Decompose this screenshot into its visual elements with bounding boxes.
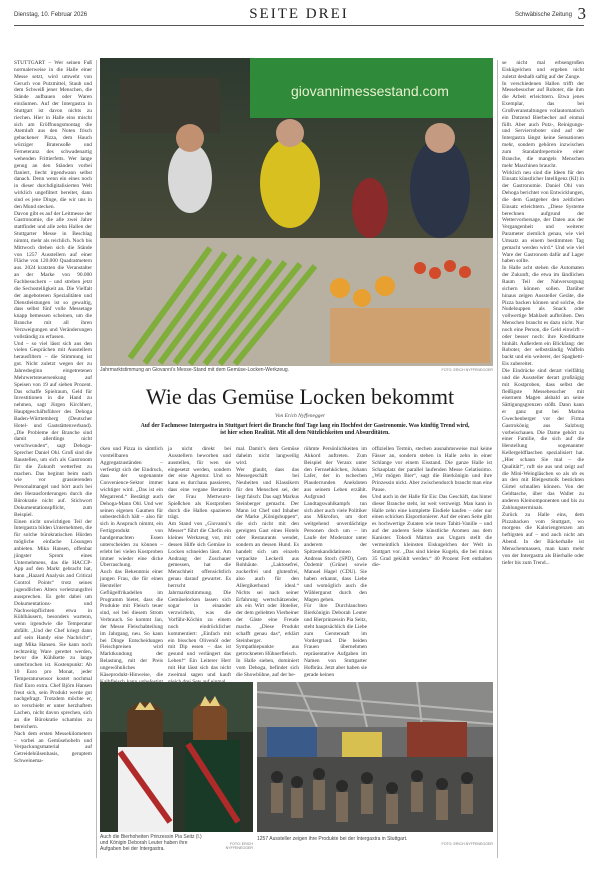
bottom-right-photo <box>257 682 493 832</box>
bottom-right-caption: 1257 Aussteller zeigen ihre Produkte bei der Intergastra in Stuttgart. <box>257 836 408 842</box>
header-rule <box>14 25 584 26</box>
article-lead: Auf der Fachmesse Intergastra in Stuttgart feiert die Branche fünf Tage lang ein Hochfest der Gastronomie. Was künftig Trend wird, ist hier schon Realität. Mit all dem Nützlichkeiten und Absurditäten. <box>140 423 470 436</box>
column-text: mal. Damit’s dem Gemüse daheim nicht langweilig wird. Wer glaubt, dass das Messegeschäft bei Neuheiten und Klassikern für den Menschen sei, der liegt falsch: Das sagt Markus Steinberger gemacht. Der Mann ist Chef und Inhaber der Marke „Königshuppen“, die sich nicht mit den gereigten Gast eines Hotels oder Restaurants wendet, sondern an dessen Hund. Es handelt sich um einzeln verpackte Leckerli aus Rohhäute. „Laktosefrei, zuckerfrei und glutenfrei, also auch für den Allergikerhund ideal.“ Nichts sei nach seiner Erfahrung wertschätzender, als ein Wirt oder Hotelier, der dem geliebten Vierbeiner der Gäste eine Freude mache. „Diese Produkt schafft genau das“, erklärt Steinberger. Sympathiepunkte aus getrockneten Hühnerfleisch. In Halle sieben, dominiert vom Dehoga, befindet sich die Showbühne, auf der be- <box>236 446 299 678</box>
section-title: SEITE DREI <box>249 6 349 22</box>
bottom-left-photo <box>100 682 253 832</box>
page-number: 3 <box>577 4 586 23</box>
banner-text: giovannimessestand.com <box>291 83 449 99</box>
issue-date: Dienstag, 10. Februar 2026 <box>14 12 88 18</box>
article-column-5 <box>304 446 367 678</box>
top-photo-credit: FOTO: ERICH NYFFENEGGER <box>441 368 493 372</box>
article-column-2 <box>100 446 163 678</box>
column-text: rühmte Persönlichkeiten im Akkord auftreten. Zum Beispiel der Veranx unter den Fernsehköchen, Johann Lafer, der in tschechen Plauderrunden Anekdoten aus seinem Leben erzählt. Aufgrund des Landtagswahlkampfs tun sich aber auch viele Politiker ans Mikrofon, um dort weitgehend unverdächtige Personen doch um – im Laufe der Moderator unter anderem der Spitzenkandidatinnen Andreas Stoch (SPD), Cem Özdemir (Grüne) sowie Manuel Hagel (CDU). Sie haben erkannt, dass Liebe und womöglich auch die Wählergunst durch den Magen gehen. Für ihre Durchlauchten Bierkönigin Deborah Leuter und Bierprinzessin Pia Seitz, steht hauptsächlich die Liebe zum Gerstensaft im Vordergrund. Die beiden Frauen übernehmen repräsentative Aufgaben im Namen von Stuttgarter Hofbräu. Jetzt aber haben sie gerade keinen <box>304 446 367 678</box>
top-photo-caption: Jahrmarktstimmung an Giovanni’s Messe-Stand mit dem Gemüse-Locken-Werkzeug. <box>100 367 290 373</box>
bottom-right-credit: FOTO: ERICH NYFFENEGGER <box>441 842 493 846</box>
market-stall-image <box>100 58 493 366</box>
article-headline: Wie das Gemüse Locken bekommt <box>145 384 455 409</box>
column-divider <box>96 60 97 858</box>
column-text: STUTTGART – Wer seinen Fuß normalerweise in die Halle einer Messe setzt, wird umweht von Geruch von Putzmittel, Staub und dem Schweiß jener Menschen, die Stände aufbauen oder Waren einräumen. Auf der Intergastra in Stuttgart ist davon nichts zu riechen. Hier in Halle eins mischt sich am Eröffnungsmontag die Atemluft aus den Noten frisch gebackener Pizza, dem Hauch würziger Bratensoße und Ferneteranz des schwadenartig wehenden Frittierfetts. Wer lange genug an den Ständen vorbei flaniert, liecht irgendwann selbst danach. Denn wenn ein eines noch in dieser durchdigitalisierten Welt wirklich ungefiltert bereitet, dann sind es jene Dinge, die wir uns in den Mund stecken. Davon gibt es auf der Leitmesse der Gastronomie, die alle zwei Jahre stattfindet und alle zehn Hallen der Stuttgarter Messe in Beschlag nimmt, mehr als reichlich. Noch bis Mittwoch drehen sich die Stände von 1257 Ausstellern auf einer Fläche von 120.000 Quadratmetern aus. 2024 kratzten die Veranstalter an der Marke von 90.000 Fachbesuchern – und streben jetzt die Sechsstelligkeit an. Die Vielfalt der angebotenen Spezialitäten und Dienstleistungen ist so gewaltig, dass selbst fünf volle Messetage knapp bemessen scheinen, um die Branche mit all ihren Verzweigungen und Veränderungen vollständig zu erfassen. Und – so viel lässt sich aus den vielen Gesprächen mit Ausstellern herausfiltern – die Stimmung ist gut. Nicht zuletzt wegen der zu Jahresbeginn eingetretenen Mehrwertsteuersenkung auf Speisen von 19 auf sieben Prozent. Das schaffe Spielraum, Geld für Investitionen in die Hand zu nehmen, sagt Jürgen Kirchherr, Hauptgeschäftsführer des Dehoga Baden-Württemberg (Deutscher Hotel- und Gaststättenverband). „Die Probleme der Branche sind damit allerdings nicht verschwunden“, sagt Dehoga-Sprecher Daniel Ohl. Groß sind die Baustellen, um sich als Gastronom für die Zukunft wetterfest zu machen. Das beginnt beim nach wie vor grassierenden Personalmangel und hört auch bei den Herausforderungen durch die Bürokratie nicht auf. Stichwort Dokumentationspflicht, zum Beispiel. Einen nicht unwichtigen Teil der Intergastra bilden Unternehmen, die für solche bürokratischen Hürden mögliche einfache Lösungen anbieten. Mika Hansen, offenbar jüngster Sprom eines Unternehmens, das die HACCP-App auf den Markt gebracht hat, kann „Hazard Analysis and Critical Control Points“ trotz seines jugendlichen Alters verletzungsfrei aussprechen. Es geht dabei um Dokumentations- und Nachweispflichten etwa in Kühlhäusern, besonders wartenn, wenn irgendwie die Temperatur abfällt. „Und der Chef kriegt dann auf sein Handy eine Nachricht“, sagt Mika Hansen. Sie kann noch rechtzeitig Ware gerettet werden, bevor die Kühlkette zu lange unterbrochen ist. Kostenpunkt: Ab 10 Euro pro Monat, jeder Temperatursensor kostet nochmal fünf Euro extra. Chef Björn Hansen freut sich, sein Produkt werde gut nachgefragt. Trotzdem möchte er, so verschiebt er unter herzhaftem Lachen, nicht davon sprechen, sich an die Bürokratie schamlos zu bereichern. Nach dem ersten Messekilometern – vorbei an Gemüsehobeln und Verpackungsmaterial auf Getreidehülsenbasis, geruptem Schweinema- <box>14 60 92 765</box>
top-photo <box>100 58 493 366</box>
article-byline: Von Erich Nyffenegger <box>274 413 326 419</box>
column-text: ja nicht direkt bei Ausstellern beworben und ausstellen, für wen sie eingesetzt werden, sondern der eine Agentur. Und so kann es durchaus passieren, dass eine vegane Beraterin der Frau Mettwurst-Spießchen als Kostproben durch die Hallen spazieren trägt. Am Stand von „Giovanni’s Messer“ führt die Chefin ein kleines Werkzeug vor, mit dessen Hilfe sich Gemüse in Locken schneiden lässt. Am Andrang der Zuschauer gemessen, hat die Menschheit offensichtlich genau darauf gewartet. Es herrscht Jahrmarktstimmung. Die Gemüselocken lassen sich sogar in einander verzwirbeln, was die Vorführ-Köchin zu einem noch eindrücklicher kommentiert: „Einfach mit ein bisschen Olivenöl oder mit Dip essen – das ist gesund und verlängert das Leben!“ Ein Leiterer Herr mit Hut lässt sich das nicht zweimal sagen und kauft <box>168 446 231 678</box>
column-text: cken und Pizza in sämtlich vorstellbaren Aggregatzuständen – verfestigt sich der Eindruck, dass der sogenannte Convenience-Sektor immer wichtiger wird. „Das ist ein Megatrend.“ Bestätigt auch Dehoga-Mann Ohl. Und wer seinen eigenen Gaumen für unbestechlich hält – also für sich in Anspruch nimmt, ein Fertigprodukt von handgemachten Essen unterscheiden zu können – erlebt bei vielen Kostproben immer wieder eine dicke Überraschung. Auch das Bekenntnis einer jungen Frau, die für einen Hersteller Geflügelfrikadellen im Programm bietet, dass die Produkte mit Fleisch teuer sind, sei bei diesem Strom Verbrauch. So kommt Jan, der Messe Fleischabteilung im Jahrgang, neu. So kann bei Dinge Entscheidungen Fleischpreisen wird Marktkundung der Belastung, mit der Preis ungewöhnliches Käseprodukt-Hinweise, die <box>100 446 163 678</box>
column-divider <box>497 60 498 858</box>
column-text: se nicht mal erbsengroßen Eiskügelchen und ergeben nicht zuletzt deshalb saftig auf der Zunge. In verschiedenen Hallen trifft der Messebesucher auf Roboter, die ihm die Arbeit erleichtern. Etwa jenes Exemplar, das bei Großveranstaltungen vollautomatisch ein Dutzend Bierbecher auf einmal füllt. Aber auch Putz-, Reinigungs- und Servierroboter sind auf der Intergastra längst keine Sensationen mehr, sondern gehören inzwischen zum Standardrepertoire einer Branche, die mangels Menschen mehr Maschinen braucht. Wirklich neu sind die Ideen für den Einsatz künstlicher Intelligenz (KI) in der Gastronomie. Daniel Ohl von Dehoga berichtet von Entwicklungen, die dem Gastgeber den zeitlichen Einsatz erleichtern. „Diese Systeme berechnen aufgrund der Wettervorhersage, der Daten aus der Vergangenheit und weiterer Parameter ziemlich genau, wie viel Umsatz an einem bestimmten Tag gemacht werden wird.“ Und wie viel Ware der Gastronom dafür auf Lager haben sollte. In Halle acht stehen die Automaten der Zukunft, die etwa im ländlichen Raum Teil der Nahversorgung sichern können sollen. Darüber hinaus zeigen Aussteller Geräte, die Pizza backen können und solche, die Nudelsuppen als Snack oder vollwertige Mahlzeit aufbrühen. Den Menschen braucht es dazu nicht. Nur noch eine Person, die Geld einwirft – oder besser noch: ihre Kreditkarte hinhält. Außerdem ein Blickfang: der Roboter, der selbstständig Waffeln backt und ein weiterer, der Spaghetti-Eis zubereitet. Die Eindrücke sind derart vielfältig und die Aussteller derart großzügig mit Kostproben, dass selbst der fleißigste Messebesucher mit eisernem Magen alsbald an seine Sättigungsgrenzen stößt. Dann kann er ganz gut bei Marina Gwechenberger vor der Firma Gastrokönig aus Salzburg vorbeischauen. Die Dame gehört zu einer Familie, die sich auf die Herstellung sogenannter Kellergeldflaschen spezialisiert hat. „Hier schaun Sie mal – die Qualität!“, ruft sie aus und zeigt auf die Mini-Weingläschen so als ob es an den mit Bleigesmolk bestickten Gürtel schnallen können. Von der Geldtasche, über das Wallet zu anderen Kleinomponenten und bis zu Zahlungsterminals. Zurück zu Halle eins, dem Pizzabacken vom Stuttgart, wo morgens die Kaloriengrenzen am heftigsten auf – und auch nicht am Abend. In der Bäckerhalle ist Menschenmassen, man kann mehr von der Intergastra als Bierhalle oder tiefer bis zum Trend... <box>502 60 584 566</box>
article-column-6 <box>372 446 492 678</box>
article-column-4 <box>236 446 299 678</box>
column-text: offiziellen Termin, stechen ausnahmsweise mal keine Fässer an, sondern stehen in Halle zehn in einer Schlange vor einem Eisstand. Die ganze Halle ist Schauplatz der parallel laufenden Messe Gelatissimo. „Wir mögen Bier“, sagt die Bierkönigin und ihre Prinzessin nickt. Aber zwischendurch braucht man eine Pause. Und auch in der Halle für Eis: Das Geschäft, das hinter dieser Branche steht, ist weit verzweigt. Man kann in Halle zehn eine komplette Eisdiele kaufen – oder nur einen schicken Eisportionierer. Auf der einen Seite gibt es hochwertige Zutaten wie teure Tahiti-Vanille – und auf der anderen Seite künstliche Aromen aus dem Kanister. Tokodi Márton aus Ungarn stellt die vermeintlich kleinsten Eiskugelchen der Welt in Stuttgart vor. „Das sind kleine Kugeln, die bei minus 35 Grad gekühlt werden.“ 40 Prozent Fett enthalten die- <box>372 446 492 569</box>
bottom-left-credit: FOTO: ERICH NYFFENEGGER <box>225 842 253 850</box>
article-column-1 <box>14 60 92 858</box>
bottom-left-caption: Auch die Bierhoheiten Prinzessin Pia Seitz (l.) und Königin Deborah Leuter haben ihre Aufgaben bei der Intergastra. <box>100 834 202 852</box>
article-column-right <box>502 60 584 858</box>
newspaper-name: Schwäbische Zeitung <box>514 12 572 18</box>
exhibition-hall-image <box>257 682 493 832</box>
beer-royalty-image <box>100 682 253 832</box>
article-column-3 <box>168 446 231 678</box>
